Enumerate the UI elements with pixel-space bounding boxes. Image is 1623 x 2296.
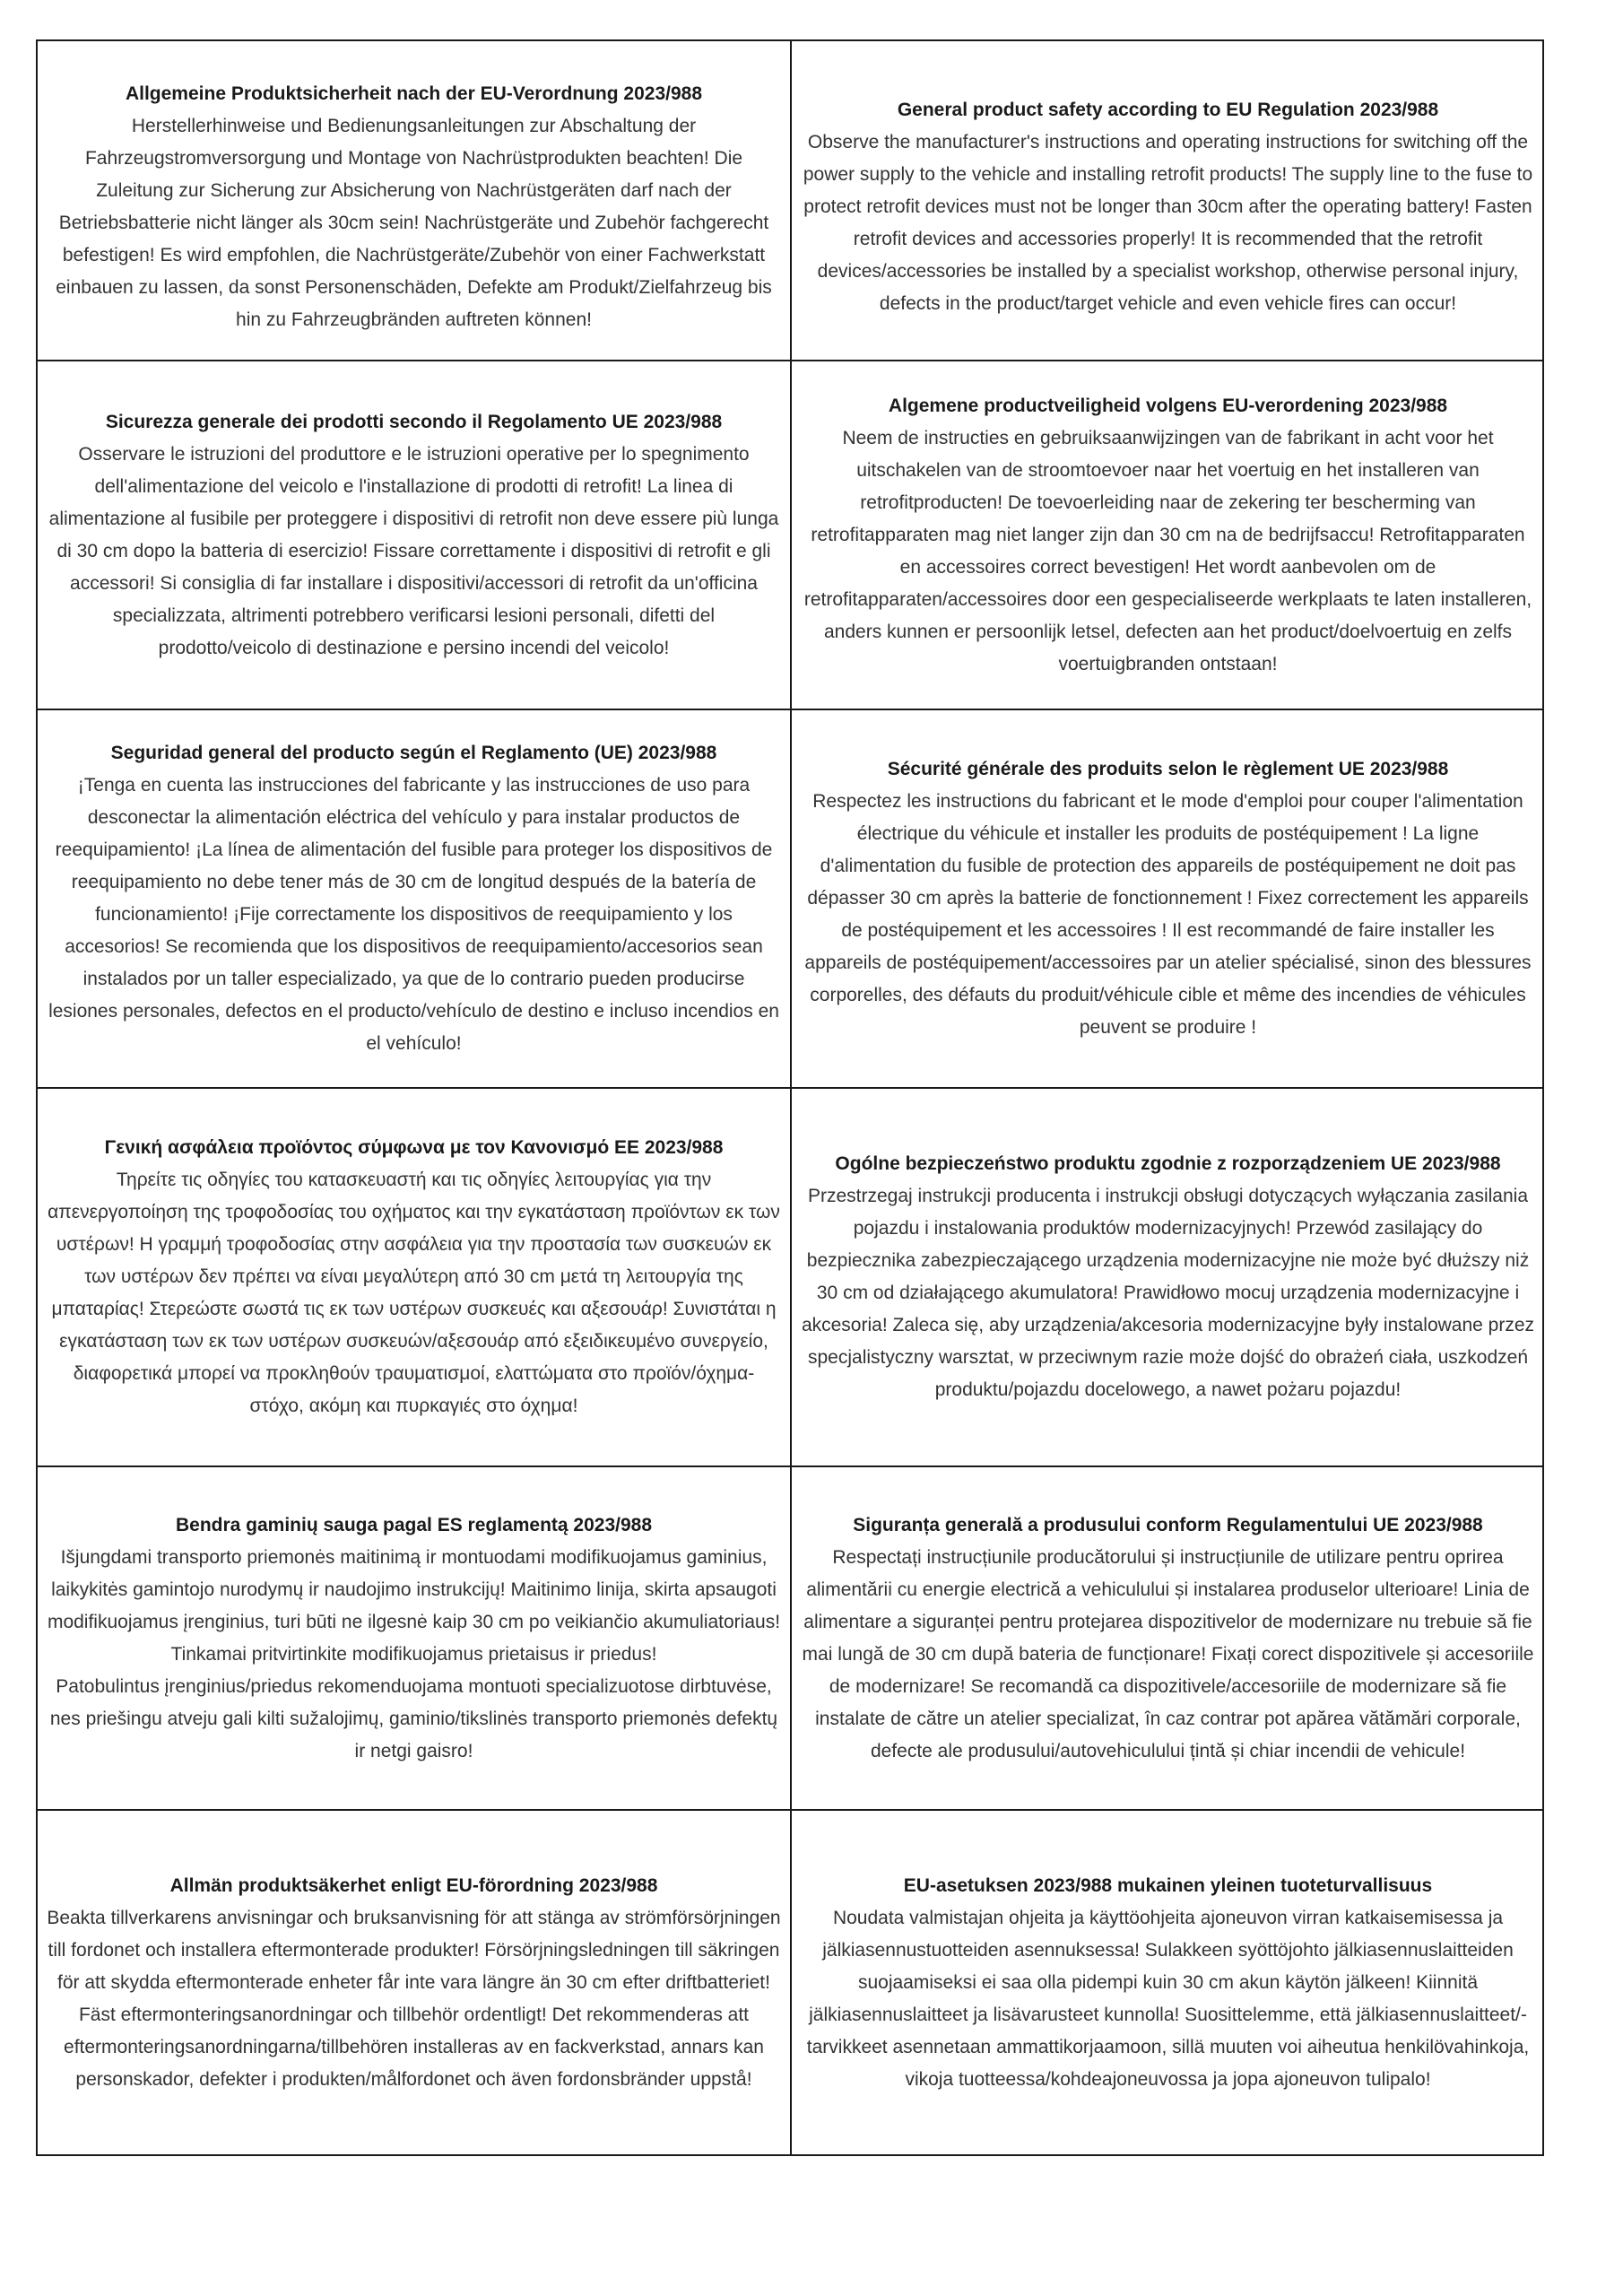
section-body: Przestrzegaj instrukcji producenta i instrukcji obsługi dotyczących wyłączania zasilania pojazdu i instalowania produktów modernizacyjnych! Przewód zasilający do bezpiecznika zabezpieczającego urządzenia modernizacyjne nie może być dłuższy niż 30 cm od działającego akumulatora! Prawidłowo mocuj urządzenia modernizacyjne i akcesoria! Zaleca się, aby urządzenia/akcesoria modernizacyjne były instalowane przez specjalistyczny warsztat, w przeciwnym razie może dojść do obrażeń ciała, uszkodzeń produktu/pojazdu docelowego, a nawet pożaru pojazdu!	[801, 1186, 1535, 1400]
section-body: Osservare le istruzioni del produttore e le istruzioni operative per lo spegnimento dell'alimentazione del veicolo e l'installazione di prodotti di retrofit! La linea di alimentazione al fusibile per proteggere i dispositivi di retrofit non deve essere più lunga di 30 cm dopo la batteria di esercizio! Fissare correttamente i dispositivi di retrofit e gli accessori! Si consiglia di far installare i dispositivi/accessori di retrofit da un'officina specializzata, altrimenti potrebbero verificarsi lesioni personali, difetti del prodotto/veicolo di destinazione e persino incendi del veicolo!	[48, 443, 779, 658]
section-sv	[38, 1811, 792, 2154]
section-body: Respectez les instructions du fabricant et le mode d'emploi pour couper l'alimentation électrique du véhicule et installer les produits de postéquipement ! La ligne d'alimentation du fusible de protection des appareils de postéquipement ne doit pas dépasser 30 cm après la batterie de fonctionnement ! Fixez correctement les appareils de postéquipement et les accessoires ! Il est recommandé de faire installer les appareils de postéquipement/accessoires par un atelier spécialisé, sinon des blessures corporelles, des défauts du produit/véhicule cible et même des incendies de véhicules peuvent se produire !	[804, 791, 1532, 1038]
section-en	[792, 41, 1544, 361]
section-el	[38, 1089, 792, 1467]
section-body: Respectați instrucțiunile producătorului și instrucțiunile de utilizare pentru oprirea alimentării cu energie electrică a vehiculului și instalarea produselor ulterioare! Linia de alimentare a siguranței pentru protejarea dispozitivelor de modernizare nu trebuie să fie mai lungă de 30 cm după bateria de funcționare! Fixați corect dispozitivele și accesoriile de modernizare! Se recomandă ca dispozitivele/accesoriile de modernizare să fie instalate de către un atelier specializat, în caz contrar pot apărea vătămări corporale, defecte ale produsului/autovehiculului țintă și chiar incendii de vehicule!	[802, 1546, 1534, 1761]
section-body: Herstellerhinweise und Bedienungsanleitungen zur Abschaltung der Fahrzeugstromversorgung und Montage von Nachrüstprodukten beachten! Die Zuleitung zur Sicherung zur Absicherung von Nachrüstgeräten darf nach der Betriebsbatterie nicht länger als 30cm sein! Nachrüstgeräte und Zubehör fachgerecht befestigen! Es wird empfohlen, die Nachrüstgeräte/Zubehör von einer Fachwerkstatt einbauen zu lassen, da sonst Personenschäden, Defekte am Produkt/Zielfahrzeug bis hin zu Fahrzeugbränden auftreten können!	[56, 115, 772, 330]
section-de	[38, 41, 792, 361]
section-body: Observe the manufacturer's instructions and operating instructions for switching off the power supply to the vehicle and installing retrofit products! The supply line to the fuse to protect retrofit devices must not be longer than 30cm after the operating battery! Fasten retrofit devices and accessories properly! It is recommended that the retrofit devices/accessories be installed by a specialist workshop, otherwise personal injury, defects in the product/target vehicle and even vehicle fires can occur!	[803, 131, 1533, 314]
section-title: Algemene productveiligheid volgens EU-verordening 2023/988	[888, 395, 1448, 416]
section-pl	[792, 1089, 1544, 1467]
section-title: Siguranța generală a produsului conform Regulamentului UE 2023/988	[853, 1514, 1483, 1535]
safety-notice-grid	[36, 39, 1544, 2156]
section-fr	[792, 710, 1544, 1089]
section-title: Sécurité générale des produits selon le règlement UE 2023/988	[887, 759, 1449, 779]
section-it	[38, 361, 792, 710]
section-body: Τηρείτε τις οδηγίες του κατασκευαστή και τις οδηγίες λειτουργίας για την απενεργοποίηση της τροφοδοσίας του οχήματος και την εγκατάσταση προϊόντων εκ των υστέρων! Η γραμμή τροφοδοσίας στην ασφάλεια για την προστασία των συσκευών εκ των υστέρων δεν πρέπει να είναι μεγαλύτερη από 30 cm μετά τη λειτουργία της μπαταρίας! Στερεώστε σωστά τις εκ των υστέρων συσκευές και αξεσουάρ! Συνιστάται η εγκατάσταση των εκ των υστέρων συσκευών/αξεσουάρ από εξειδικευμένο συνεργείο, διαφορετικά μπορεί να προκληθούν τραυματισμοί, ελαττώματα στο προϊόν/όχημα-στόχο, ακόμη και πυρκαγιές στο όχημα!	[48, 1170, 780, 1416]
section-body: Beakta tillverkarens anvisningar och bruksanvisning för att stänga av strömförsörjningen till fordonet och installera eftermonterade produkter! Försörjningsledningen till säkringen för att skydda eftermonterade enheter får inte vara längre än 30 cm efter driftbatteriet! Fäst eftermonteringsanordningar och tillbehör ordentligt! Det rekommenderas att eftermonteringsanordningarna/tillbehören installeras av en fackverkstad, annars kan personskador, defekter i produkten/målfordonet och även fordonsbränder uppstå!	[47, 1907, 781, 2090]
section-body: Noudata valmistajan ohjeita ja käyttöohjeita ajoneuvon virran katkaisemisessa ja jälkiasennustuotteiden asennuksessa! Sulakkeen syöttöjohto jälkiasennuslaitteiden suojaamiseksi ei saa olla pidempi kuin 30 cm akun käytön jälkeen! Kiinnitä jälkiasennuslaitteet ja lisävarusteet kunnolla! Suosittelemme, että jälkiasennuslaitteet/-tarvikkeet asennetaan ammattikorjaamoon, sillä muuten voi aiheutua henkilövahinkoja, vikoja tuotteessa/kohdeajoneuvossa ja jopa ajoneuvon tulipalo!	[806, 1907, 1530, 2090]
section-title: Γενική ασφάλεια προϊόντος σύμφωνα με τον Κανονισμό ΕΕ 2023/988	[104, 1137, 724, 1158]
section-lt	[38, 1467, 792, 1811]
section-title: Bendra gaminių sauga pagal ES reglamentą 2023/988	[175, 1514, 653, 1535]
section-title: Seguridad general del producto según el Reglamento (UE) 2023/988	[110, 743, 717, 763]
section-title: Allgemeine Produktsicherheit nach der EU-Verordnung 2023/988	[125, 83, 703, 104]
section-fi	[792, 1811, 1544, 2154]
section-title: Allmän produktsäkerhet enligt EU-förordning 2023/988	[169, 1874, 658, 1896]
section-es	[38, 710, 792, 1089]
section-nl	[792, 361, 1544, 710]
section-title: Sicurezza generale dei prodotti secondo il Regolamento UE 2023/988	[105, 411, 723, 432]
section-ro	[792, 1467, 1544, 1811]
section-body: Neem de instructies en gebruiksaanwijzingen van de fabrikant in acht voor het uitschakelen van de stroomtoevoer naar het voertuig en het installeren van retrofitproducten! De toevoerleiding naar de zekering ter bescherming van retrofitapparaten mag niet langer zijn dan 30 cm na de bedrijfsaccu! Retrofitapparaten en accessoires correct bevestigen! Het wordt aanbevolen om de retrofitapparaten/accessoires door een gespecialiseerde werkplaats te laten installeren, anders kunnen er persoonlijk letsel, defecten aan het product/doelvoertuig en zelfs voertuigbranden ontstaan!	[803, 427, 1532, 674]
section-title: Ogólne bezpieczeństwo produktu zgodnie z rozporządzeniem UE 2023/988	[835, 1153, 1501, 1174]
section-body: ¡Tenga en cuenta las instrucciones del fabricante y las instrucciones de uso para desconectar la alimentación eléctrica del vehículo y para instalar productos de reequipamiento! ¡La línea de alimentación del fusible para proteger los dispositivos de reequipamiento no debe tener más de 30 cm de longitud después de la batería de funcionamiento! ¡Fije correctamente los dispositivos de reequipamiento y los accesorios! Se recomienda que los dispositivos de reequipamiento/accesorios sean instalados por un taller especializado, ya que de lo contrario pueden producirse lesiones personales, defectos en el producto/vehículo de destino e incluso incendios en el vehículo!	[48, 775, 779, 1054]
section-body: Išjungdami transporto priemonės maitinimą ir montuodami modifikuojamus gaminius, laikykitės gamintojo nurodymų ir naudojimo instrukcijų! Maitinimo linija, skirta apsaugoti modifikuojamus įrenginius, turi būti ne ilgesnė kaip 30 cm po veikiančio akumuliatoriaus! Tinkamai pritvirtinkite modifikuojamus prietaisus ir priedus! Patobulintus įrenginius/priedus rekomenduojama montuoti specializuotose dirbtuvėse, nes priešingu atveju gali kilti sužalojimų, gaminio/tikslinės transporto priemonės defektų ir netgi gaisro!	[47, 1546, 781, 1761]
section-title: General product safety according to EU Regulation 2023/988	[897, 99, 1439, 120]
section-title: EU-asetuksen 2023/988 mukainen yleinen tuoteturvallisuus	[903, 1874, 1433, 1896]
